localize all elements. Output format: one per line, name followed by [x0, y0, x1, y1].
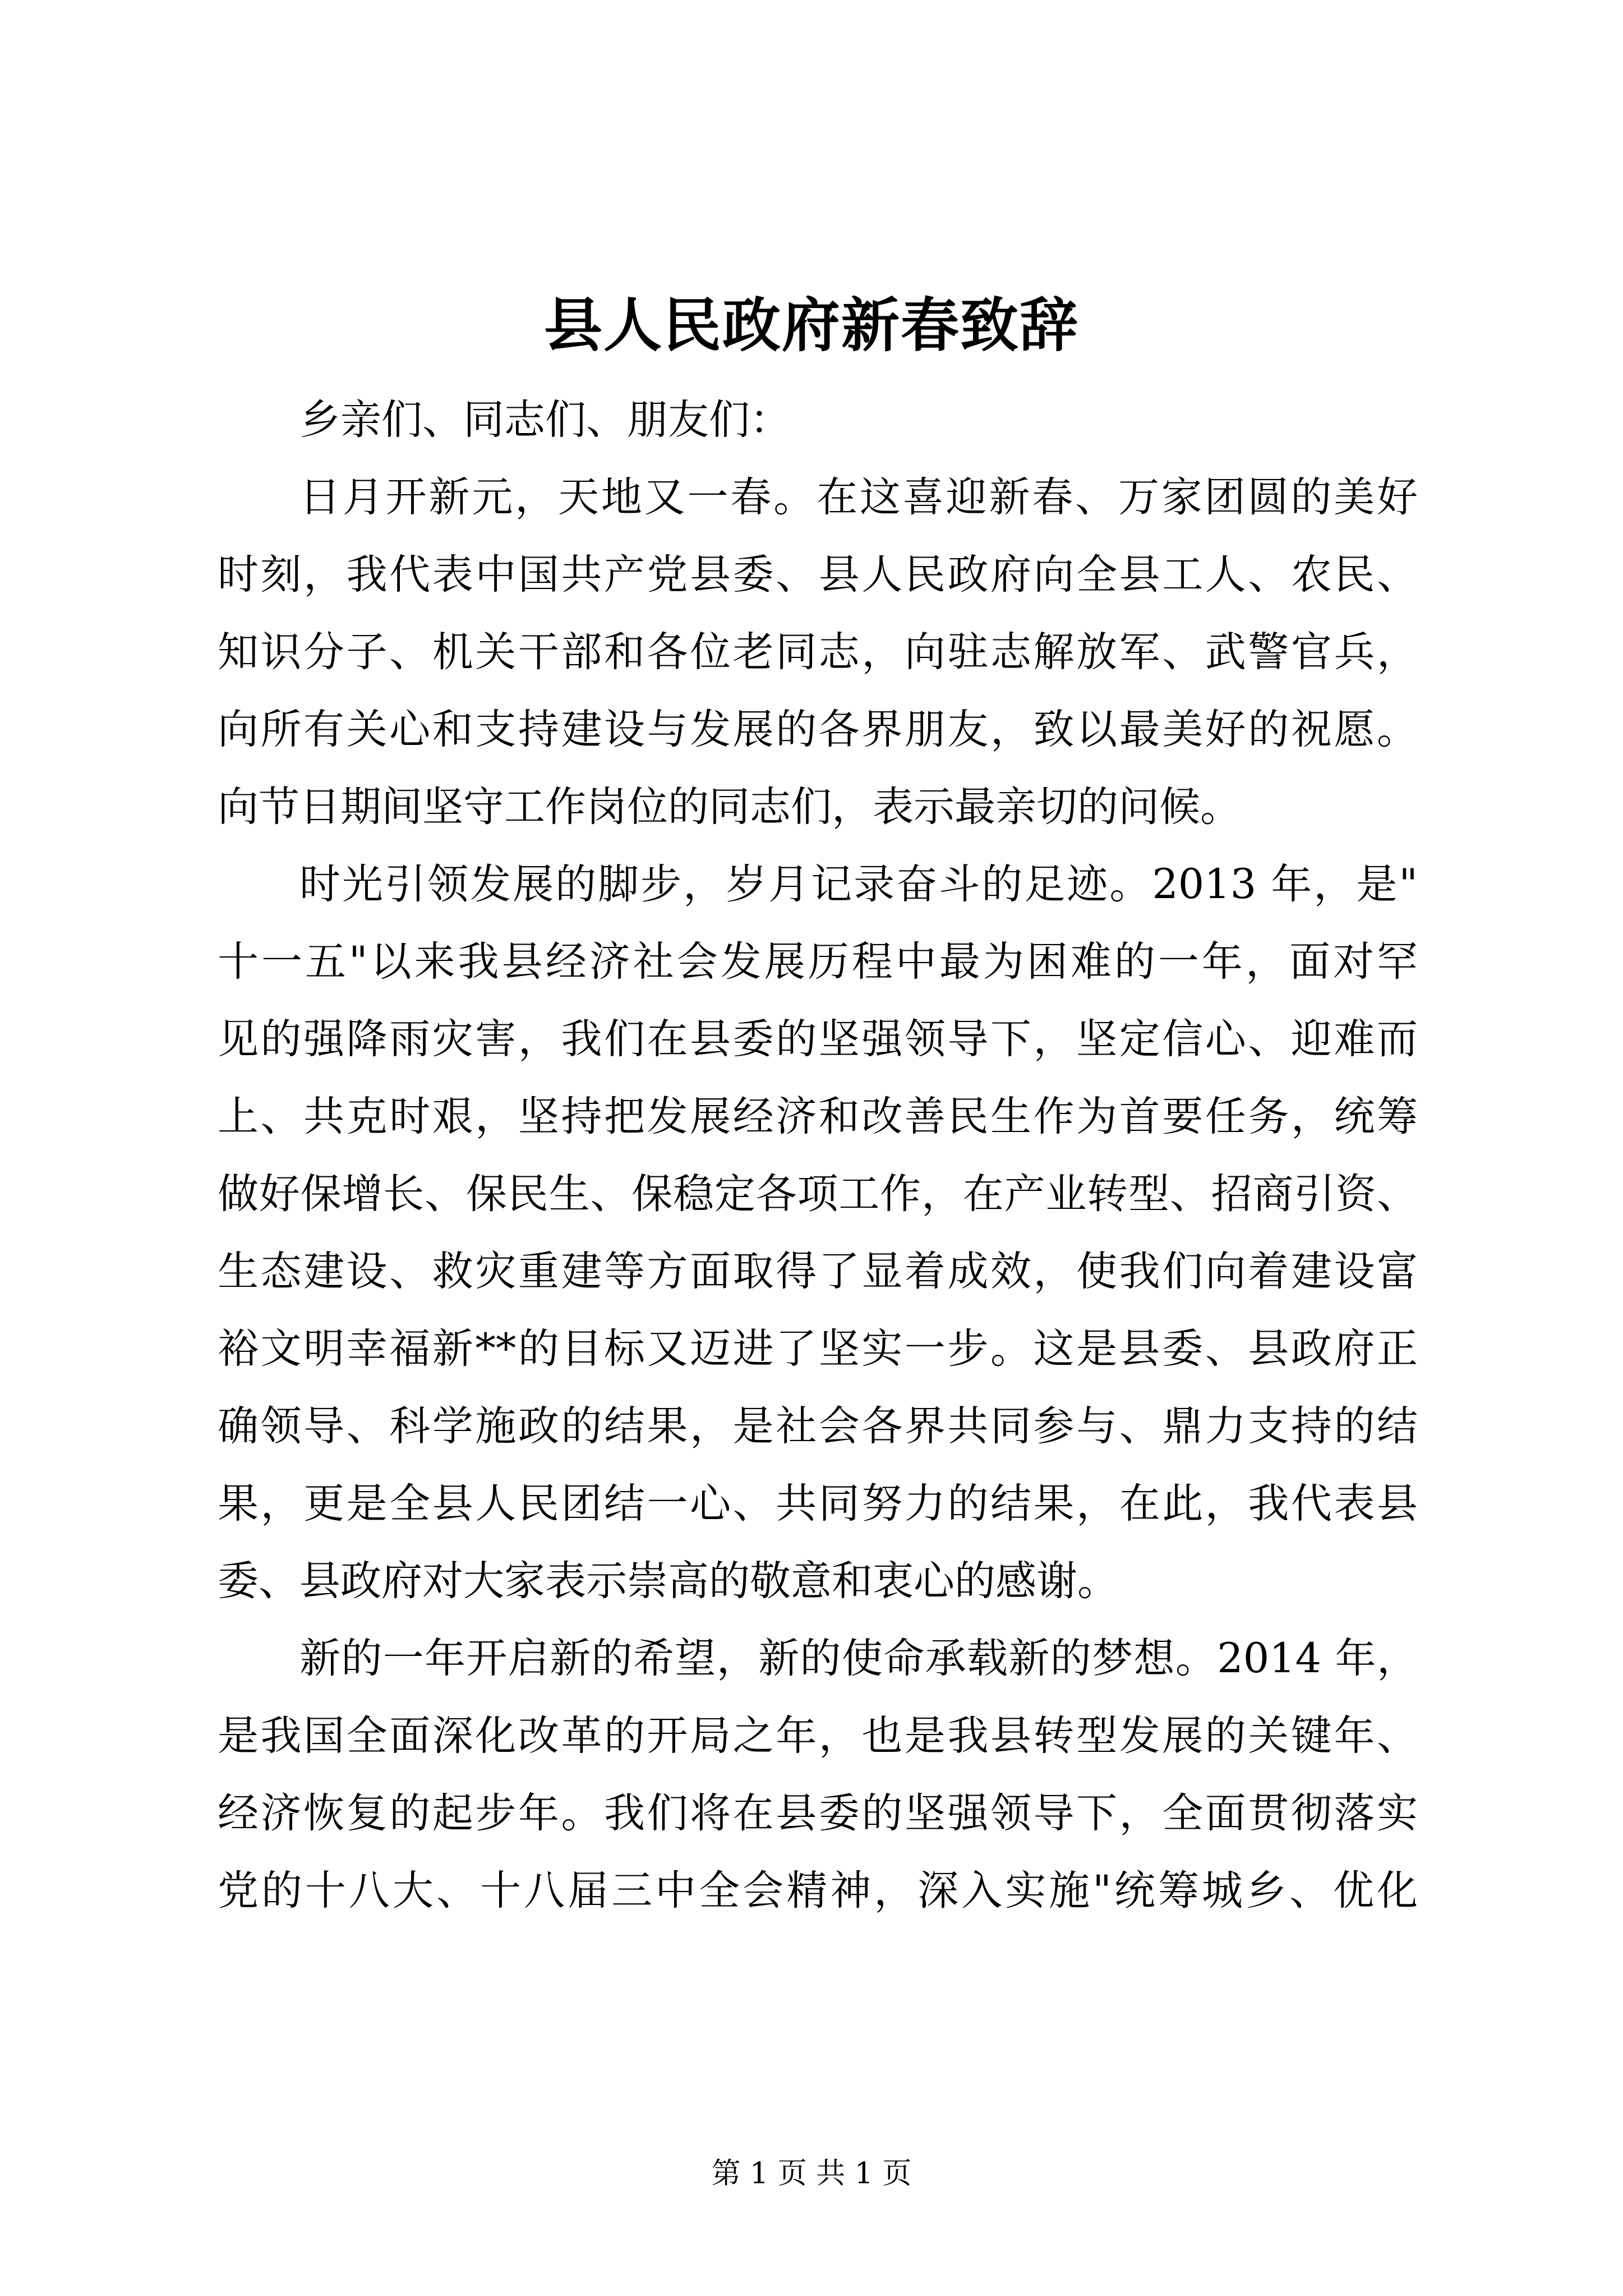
- body-line: 日月开新元，天地又一春。在这喜迎新春、万家团圆的美好: [299, 473, 1418, 521]
- body-line: 乡亲们、同志们、朋友们：: [299, 396, 791, 444]
- body-line: 生态建设、救灾重建等方面取得了显着成效，使我们向着建设富: [218, 1248, 1418, 1295]
- body-line: 党的十八大、十八届三中全会精神，深入实施"统筹城乡、优化: [218, 1867, 1418, 1915]
- document-title: 县人民政府新春致辞: [543, 291, 1079, 360]
- body-line: 时刻，我代表中国共产党县委、县人民政府向全县工人、农民、: [218, 551, 1418, 599]
- body-line: 上、共克时艰，坚持把发展经济和改善民生作为首要任务，统筹: [218, 1093, 1418, 1140]
- body-line: 知识分子、机关干部和各位老同志，向驻志解放军、武警官兵，: [218, 628, 1418, 676]
- page-footer: 第 1 页 共 1 页: [711, 2157, 912, 2191]
- body-line: 果，更是全县人民团结一心、共同努力的结果，在此，我代表县: [218, 1480, 1418, 1527]
- body-line: 向节日期间坚守工作岗位的同志们，表示最亲切的问候。: [218, 783, 1241, 831]
- body-line: 新的一年开启新的希望，新的使命承载新的梦想。2014 年，: [299, 1635, 1418, 1682]
- body-line: 委、县政府对大家表示崇高的敬意和衷心的感谢。: [218, 1557, 1118, 1605]
- body-line: 做好保增长、保民生、保稳定各项工作，在产业转型、招商引资、: [218, 1170, 1418, 1218]
- body-line: 确领导、科学施政的结果，是社会各界共同参与、鼎力支持的结: [218, 1402, 1418, 1450]
- body-line: 见的强降雨灾害，我们在县委的坚强领导下，坚定信心、迎难而: [218, 1015, 1418, 1063]
- body-line: 是我国全面深化改革的开局之年，也是我县转型发展的关键年、: [218, 1712, 1418, 1760]
- document-body: [218, 381, 1418, 1930]
- body-line: 向所有关心和支持建设与发展的各界朋友，致以最美好的祝愿。: [218, 706, 1418, 753]
- body-line: 裕文明幸福新**的目标又迈进了坚实一步。这是县委、县政府正: [218, 1325, 1418, 1373]
- body-line: 十一五"以来我县经济社会发展历程中最为困难的一年，面对罕: [218, 938, 1418, 986]
- body-line: 经济恢复的起步年。我们将在县委的坚强领导下，全面贯彻落实: [218, 1789, 1418, 1837]
- body-line: 时光引领发展的脚步，岁月记录奋斗的足迹。2013 年，是": [299, 861, 1418, 908]
